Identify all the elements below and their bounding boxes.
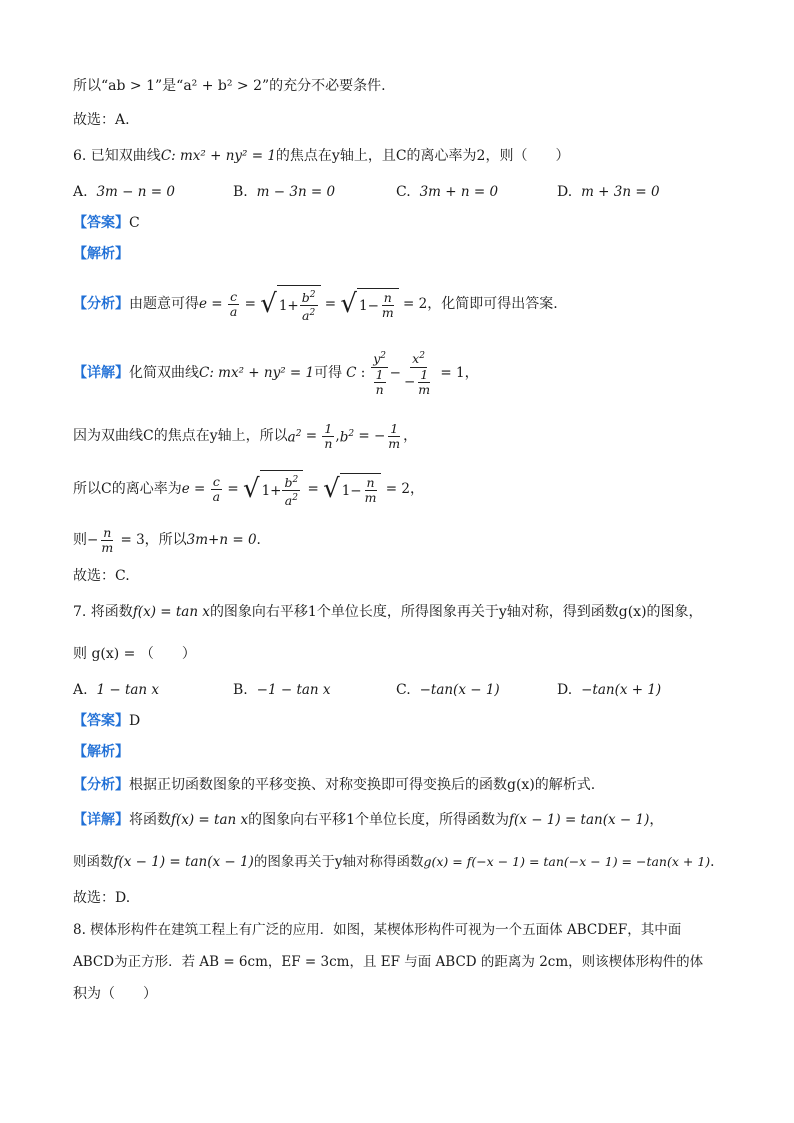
q7-answer [73,711,140,731]
so-text: 所以C的离心率为 [73,481,182,497]
text-line-answer-a: 故选：A. [73,112,130,128]
answer-tag: 【答案】 [73,215,129,231]
q6-option-d-text: m + 3n = 0 [581,184,660,200]
xiangjie-math: C: mx² + ny² = 1 [199,365,315,381]
q6-option-b [233,182,335,202]
q6-analysis [73,286,558,322]
symmetry-text-b: 的图象再关于y轴对称得函数 [253,854,424,870]
formula-eccentricity-2: e = $\frac{c}{a}$ = √ 1+ $\frac{b^2}{a^2}$ = √ 1− $\frac{n}{m}$ = 2 ， [182,470,424,508]
q6-option-b-text: m − 3n = 0 [256,184,336,200]
q6-option-b-label: B. [233,184,248,200]
q7-analysis [73,775,595,795]
q7-stem-prefix: 7. 将函数 [73,604,133,620]
q6-option-a-text: 3m − n = 0 [96,184,175,200]
q6-option-d-label: D. [557,184,573,200]
q7-option-c-label: C. [396,682,411,698]
xiangjie-text-a: 化简双曲线 [129,365,199,381]
q7-symmetry-line [73,852,714,872]
xiangjie-text-a: 将函数 [129,812,171,828]
then-math: 3m+n = 0 [186,532,257,548]
question-8-line-1: 8. 楔体形构件在建筑工程上有广泛的应用．如图，某楔体形构件可视为一个五面体 ABCDEF，其中面 [73,922,682,938]
q6-answer [73,213,140,233]
answer-tag: 【答案】 [73,713,129,729]
q7-option-b-label: B. [233,682,248,698]
question-7-stem [73,602,703,622]
question-8-line-3: 积为（ ） [73,986,157,1002]
q7-option-c [396,680,500,700]
q7-option-d-text: −tan(x + 1) [581,682,662,698]
formula-eccentricity: e = $\frac{c}{a}$ = √ 1+ $\frac{b^2}{a^2}$ = √ 1− $\frac{n}{m}$ = 2 [199,285,427,323]
fenxi-text-b: ，化简即可得出答案. [427,296,558,312]
symmetry-math-1: f(x − 1) = tan(x − 1) [113,854,254,870]
q6-then-line: 则 − $\frac{n}{m}$ = 3 ，所以 3m+n = 0 . [73,524,261,555]
xiangjie-text-b: 的图象向右平移1个单位长度，所得函数为 [248,812,510,828]
symmetry-text-c: . [710,854,715,870]
q7-detail [73,810,663,830]
q6-option-d [557,182,660,202]
question-8-line-2: ABCD为正方形．若 AB = 6cm，EF = 3cm，且 EF 与面 ABCD 的距离为 2cm，则该楔体形构件的体 [73,954,704,970]
q7-stem-math: f(x) = tan x [132,604,210,620]
question-6-stem [73,146,569,166]
q6-focus-line [73,418,417,454]
symmetry-math-2: g(x) = f(−x − 1) = tan(−x − 1) = −tan(x + 1) [423,854,711,869]
text-line-conclusion: 所以“ab > 1”是“a² + b² > 2”的充分不必要条件. [73,78,386,94]
q6-option-c-text: 3m + n = 0 [419,184,499,200]
q6-detail [73,345,479,401]
q7-option-b-text: −1 − tan x [256,682,331,698]
q6-eccentricity-line [73,470,424,508]
xiangjie-text-c: ， [649,812,664,828]
xiangjie-text-b: 可得 [314,365,343,381]
formula-a2-b2: $a^2$ = $\frac{1}{n}$ , $b^2$ = − $\frac{1}{m}$ ， [287,420,418,451]
jiexi-tag: 【解析】 [73,246,129,262]
q7-option-a-text: 1 − tan x [96,682,160,698]
q7-option-a [73,680,159,700]
symmetry-text-a: 则函数 [73,854,114,870]
xiangjie-math-2: f(x − 1) = tan(x − 1) [509,812,650,828]
formula-standard-form: C : $\frac{y^2}{\frac{1}{n}}$ − $x^2$ − $\frac{1}{m}$ = 1 ， [346,351,479,397]
q6-stem-prefix: 6. 已知双曲线 [73,148,161,164]
q6-option-a [73,182,175,202]
because-text: 因为双曲线C的焦点在y轴上，所以 [73,428,288,444]
xiangjie-math-1: f(x) = tan x [171,812,249,828]
xiangjie-tag: 【详解】 [73,365,129,381]
q6-jiexi [73,244,129,264]
q7-option-d [557,680,661,700]
then-text: 则 [73,532,87,548]
q7-option-c-text: −tan(x − 1) [419,682,500,698]
fenxi-text: 根据正切函数图象的平移变换、对称变换即可得变换后的函数g(x)的解析式. [129,777,596,793]
q7-option-a-label: A. [73,682,88,698]
xiangjie-tag: 【详解】 [73,812,129,828]
formula-ratio: − $\frac{n}{m}$ = 3 [87,524,145,555]
then-text-b: ，所以 [144,532,187,548]
q7-jiexi [73,742,129,762]
q7-option-b [233,680,331,700]
q6-option-c [396,182,498,202]
q6-option-a-label: A. [73,184,88,200]
q6-stem-suffix: 的焦点在y轴上，且C的离心率为2，则（ ） [275,148,570,164]
q6-choose: 故选：C. [73,568,130,584]
jiexi-tag: 【解析】 [73,744,129,760]
q6-stem-math: C: mx² + ny² = 1 [160,148,276,164]
q7-option-d-label: D. [557,682,573,698]
fenxi-tag: 【分析】 [73,777,129,793]
answer-value: D [129,713,141,729]
q7-stem-suffix: 的图象向右平移1个单位长度，所得图象再关于y轴对称，得到函数g(x)的图象， [209,604,703,620]
q7-choose: 故选：D. [73,890,131,906]
q6-option-c-label: C. [396,184,411,200]
fenxi-tag: 【分析】 [73,296,129,312]
answer-value: C [129,215,140,231]
fenxi-text-a: 由题意可得 [129,296,199,312]
question-7-ask: 则 g(x) = （ ） [73,646,196,662]
